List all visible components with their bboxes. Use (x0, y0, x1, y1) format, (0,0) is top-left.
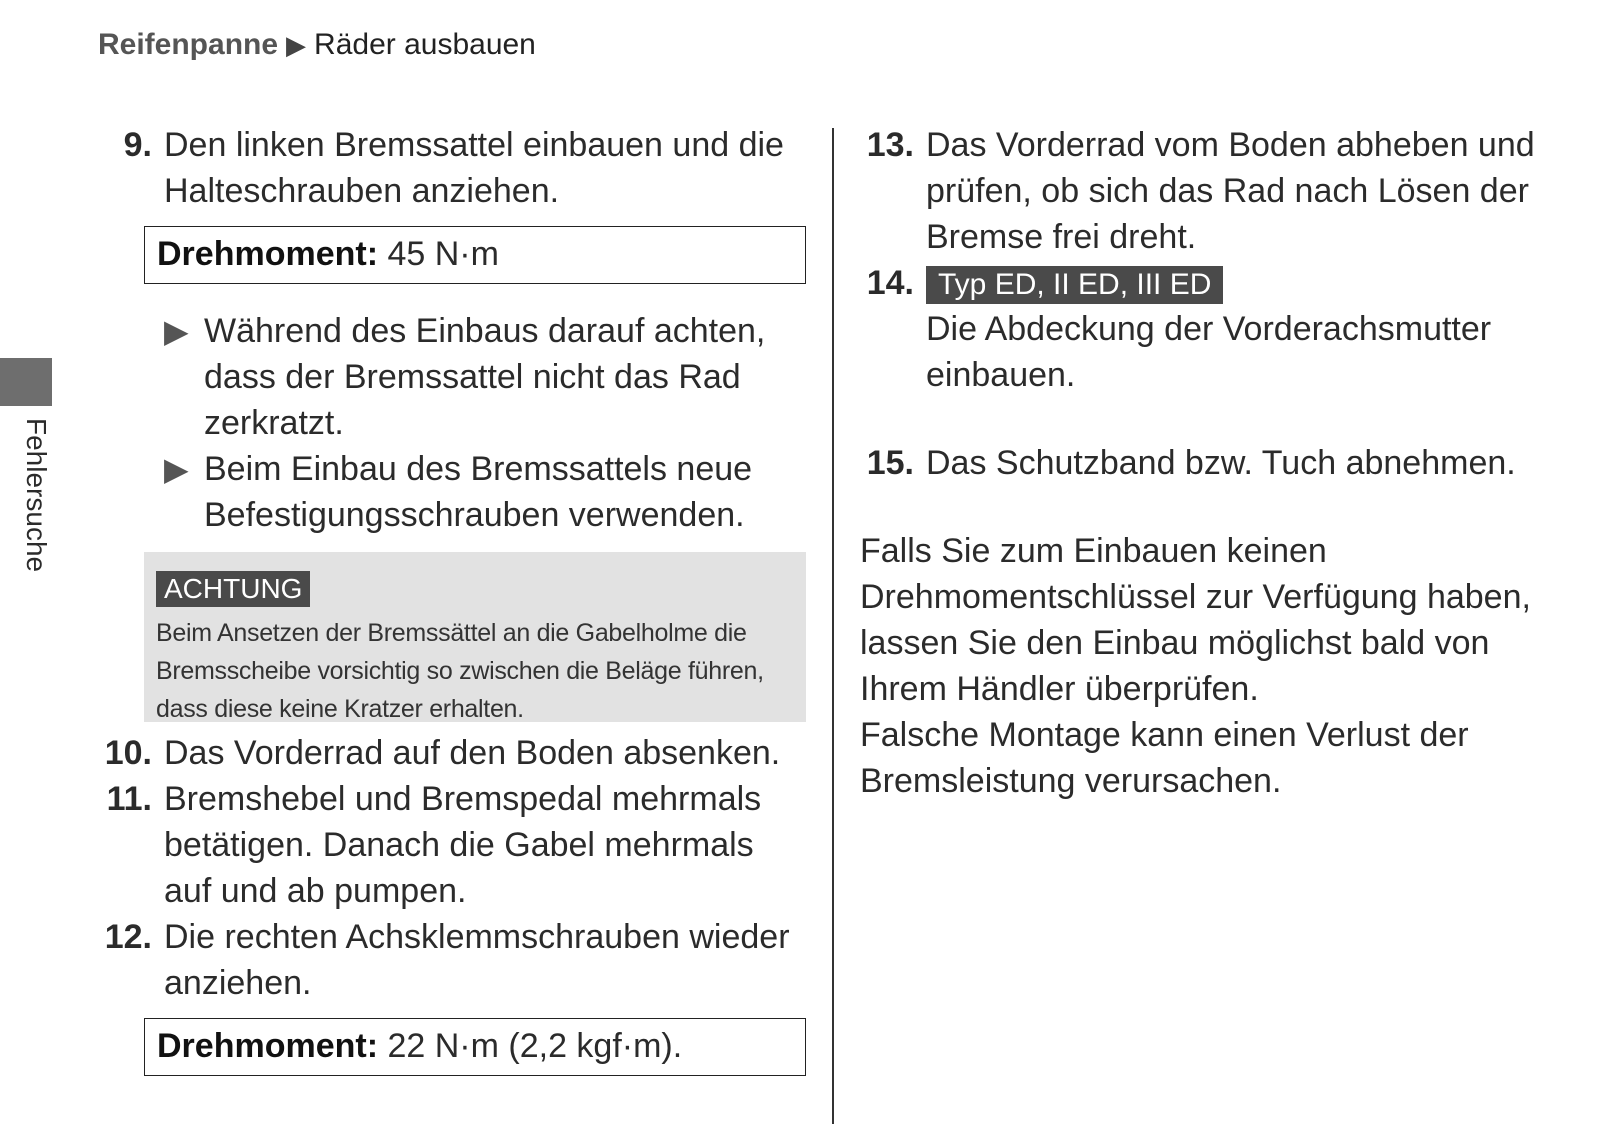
chapter-label: Fehlersuche (21, 418, 52, 573)
note-text: Falls Sie zum Einbauen keinen Drehmomentschlüssel zur Verfügung haben, lassen Sie den Einbau möglichst bald von Ihrem Händler überprüfen. (860, 532, 1531, 708)
step-number: 13. (866, 126, 914, 164)
torque-box (144, 1018, 806, 1076)
arrow-right-icon: ▶ (164, 451, 189, 487)
torque-value: 22 N·m (2,2 kgf·m). (378, 1027, 683, 1065)
step-10 (98, 730, 810, 776)
column-divider (832, 128, 834, 1124)
step-text: Den linken Bremssattel einbauen und die Halteschrauben anziehen. (164, 126, 784, 210)
breadcrumb (98, 28, 536, 62)
step-number: 15. (866, 444, 914, 482)
bullet-item (164, 308, 810, 446)
step-number: 11. (106, 780, 152, 818)
caution-text: Beim Ansetzen der Bremssättel an die Gabelholme die Bremsscheibe vorsichtig so zwischen die Beläge führen, dass diese keine Kratzer erhalten. (156, 619, 764, 723)
torque-label: Drehmoment: (157, 235, 379, 273)
step-13 (860, 122, 1580, 260)
step-number: 14. (866, 264, 914, 302)
note-text-2: Falsche Montage kann einen Verlust der Bremsleistung verursachen. (860, 716, 1469, 800)
breadcrumb-page: Räder ausbauen (314, 28, 536, 61)
step-number: 12. (104, 918, 152, 956)
step-text: Bremshebel und Bremspedal mehrmals betätigen. Danach die Gabel mehrmals auf und ab pumpen. (164, 780, 762, 910)
right-column (860, 122, 1580, 804)
step-text: Das Schutzband bzw. Tuch abnehmen. (926, 444, 1516, 482)
bullet-text: Während des Einbaus darauf achten, dass der Bremssattel nicht das Rad zerkratzt. (204, 312, 766, 442)
torque-label: Drehmoment: (157, 1027, 379, 1065)
step-9 (98, 122, 810, 214)
step-number: 9. (123, 126, 152, 164)
note-paragraph (860, 528, 1580, 804)
caution-badge: ACHTUNG (156, 571, 310, 607)
step-15 (860, 440, 1580, 486)
step-text: Die Abdeckung der Vorderachsmutter einbauen. (926, 310, 1492, 394)
torque-value: 45 N·m (378, 235, 499, 273)
bullet-text: Beim Einbau des Bremssattels neue Befestigungsschrauben verwenden. (204, 450, 753, 534)
bullet-item (164, 446, 810, 538)
step-text: Das Vorderrad auf den Boden absenken. (164, 734, 781, 772)
arrow-right-icon: ▶ (164, 313, 189, 349)
step-number: 10. (104, 734, 152, 772)
step-text: Die rechten Achsklemmschrauben wieder anziehen. (164, 918, 790, 1002)
caution-box (144, 552, 806, 722)
breadcrumb-section: Reifenpanne (98, 28, 279, 61)
step-text: Das Vorderrad vom Boden abheben und prüfen, ob sich das Rad nach Lösen der Bremse frei dreht. (926, 126, 1535, 256)
breadcrumb-arrow-icon: ▶ (286, 29, 307, 60)
step-14 (860, 260, 1580, 398)
step-11 (98, 776, 810, 914)
chapter-tab (0, 358, 52, 406)
left-column (98, 122, 810, 1076)
model-badge: Typ ED, II ED, III ED (926, 266, 1223, 304)
step-12 (98, 914, 810, 1006)
bullet-list (164, 308, 810, 538)
torque-box (144, 226, 806, 284)
